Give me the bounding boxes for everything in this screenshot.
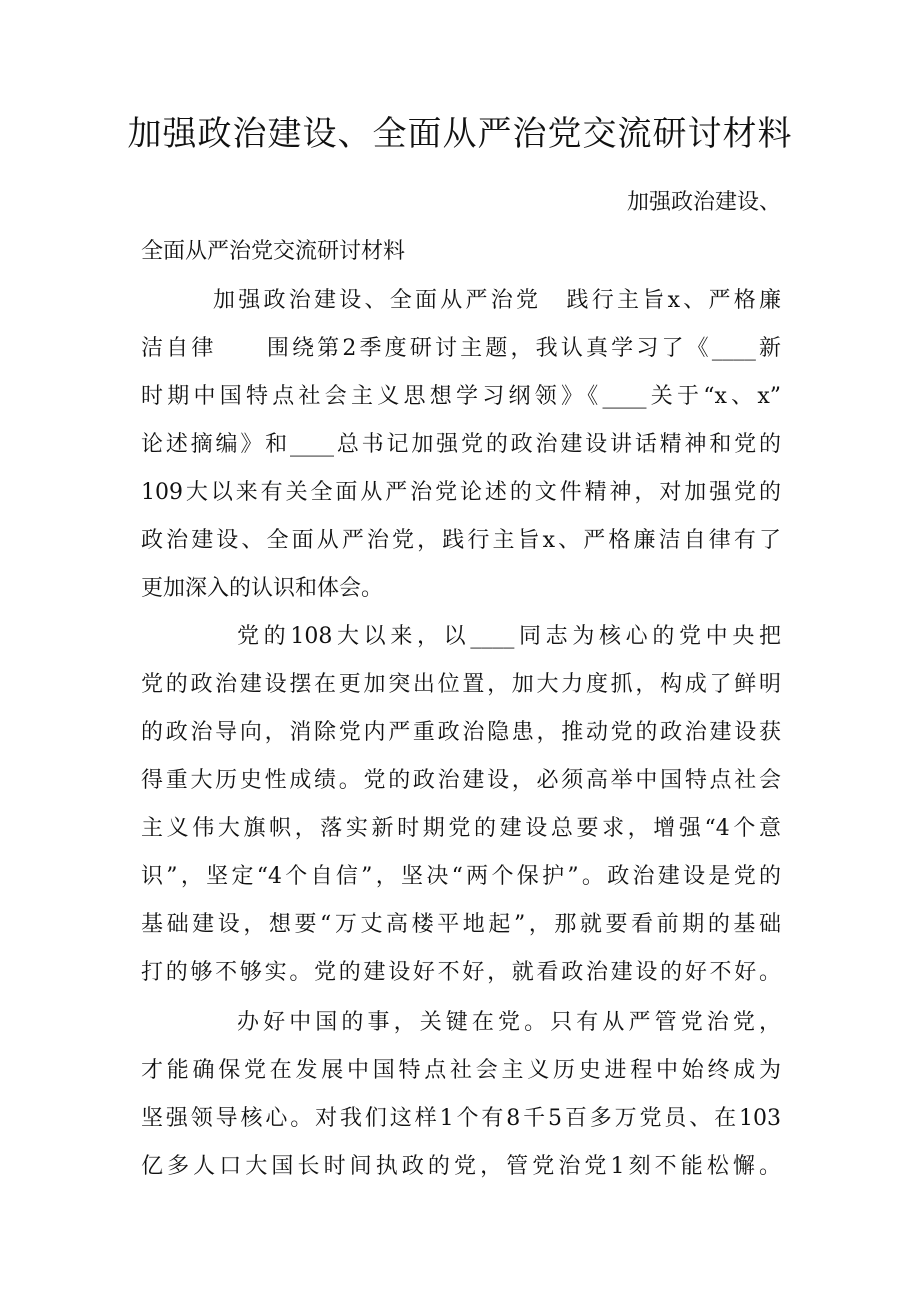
document-title: 加强政治建设、全面从严治党交流研讨材料 [127,114,793,154]
paragraph-2-line-2: 党的政治建设摆在更加突出位置，加大力度抓，构成了鲜明 [141,672,781,697]
paragraph-1-line-4: 论述摘编》和____总书记加强党的政治建设讲话精神和党的 [141,432,781,457]
paragraph-3-line-2: 才能确保党在发展中国特点社会主义历史进程中始终成为 [141,1058,781,1083]
paragraph-1-line-6: 政治建设、全面从严治党，践行主旨x、严格廉洁自律有了 [141,528,781,553]
paragraph-3-line-3: 坚强领导核心。对我们这样1个有8千5百多万党员、在103 [141,1106,781,1131]
paragraph-1-line-5: 109大以来有关全面从严治党论述的文件精神，对加强党的 [141,480,781,505]
paragraph-1-line-1: 加强政治建设、全面从严治党 践行主旨x、严格廉 [213,288,781,313]
paragraph-2-line-7: 基础建设，想要“万丈高楼平地起”，那就要看前期的基础 [141,912,781,937]
paragraph-2-line-3: 的政治导向，消除党内严重政治隐患，推动党的政治建设获 [141,720,781,745]
subtitle-line-1: 加强政治建设、 [626,190,781,215]
paragraph-1-line-2: 洁自律 围绕第2季度研讨主题，我认真学习了《____新 [141,336,781,361]
paragraph-2-line-4: 得重大历史性成绩。党的政治建设，必须高举中国特点社会 [141,768,781,793]
paragraph-2-line-8: 打的够不够实。党的建设好不好，就看政治建设的好不好。 [141,960,781,985]
paragraph-3-line-1: 办好中国的事，关键在党。只有从严管党治党， [237,1010,781,1035]
paragraph-1-line-3: 时期中国特点社会主义思想学习纲领》《____关于“x、x” [141,384,781,409]
paragraph-3-line-4: 亿多人口大国长时间执政的党，管党治党1刻不能松懈。 [141,1154,781,1179]
paragraph-2-line-6: 识”，坚定“4个自信”，坚决“两个保护”。政治建设是党的 [141,864,781,889]
paragraph-2-line-1: 党的108大以来，以____同志为核心的党中央把 [237,624,781,649]
paragraph-2-line-5: 主义伟大旗帜，落实新时期党的建设总要求，增强“4个意 [141,816,781,841]
paragraph-1-line-7: 更加深入的认识和体会。 [141,576,384,601]
subtitle-line-2: 全面从严治党交流研讨材料 [141,239,406,264]
